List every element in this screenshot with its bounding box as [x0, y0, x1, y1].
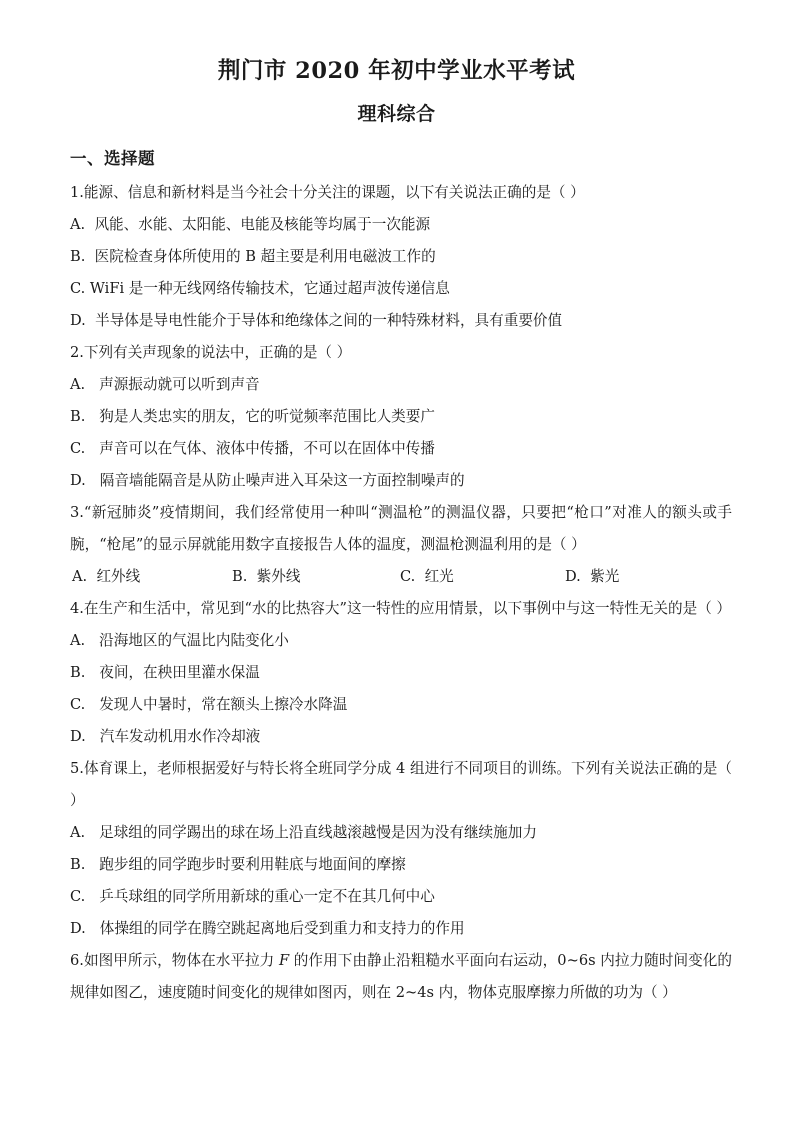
question-option: A. 风能、水能、太阳能、电能及核能等均属于一次能源 [70, 216, 431, 233]
question-option: C. WiFi 是一种无线网络传输技术，它通过超声波传递信息 [70, 280, 450, 297]
question-stem: 5.体育课上，老师根据爱好与特长将全班同学分成 4 组进行不同项目的训练。下列有关说法正确的是（ ） [70, 760, 732, 809]
question-option: A. 足球组的同学踢出的球在场上沿直线越滚越慢是因为没有继续施加力 [70, 824, 537, 841]
section-heading: 一、选择题 [70, 149, 155, 168]
question-option: D. 汽车发动机用水作冷却液 [70, 728, 261, 745]
question-option: A. 声源振动就可以听到声音 [70, 376, 260, 393]
question-option: D. 紫光 [565, 568, 620, 585]
question-block [70, 753, 732, 945]
question-block [70, 177, 732, 337]
question-option: B. 紫外线 [232, 568, 301, 585]
question-block [70, 337, 732, 497]
page-title: 荆门市 2020 年初中学业水平考试 [217, 58, 576, 84]
question-option: C. 红光 [400, 568, 454, 585]
question-block [70, 593, 732, 753]
question-option: B. 夜间，在秧田里灌水保温 [70, 664, 260, 681]
physics-variable-f: F [278, 952, 290, 969]
question-stem: 2.下列有关声现象的说法中，正确的是（ ） [70, 344, 352, 361]
question-option: D. 体操组的同学在腾空跳起离地后受到重力和支持力的作用 [70, 920, 465, 937]
question-option: D. 隔音墙能隔音是从防止噪声进入耳朵这一方面控制噪声的 [70, 472, 465, 489]
page-subtitle: 理科综合 [357, 103, 436, 125]
question-block [70, 945, 732, 1009]
question-stem [70, 945, 732, 1009]
question-stem: 1.能源、信息和新材料是当今社会十分关注的课题，以下有关说法正确的是（ ） [70, 184, 585, 201]
question-option: C. 发现人中暑时，常在额头上擦冷水降温 [70, 696, 348, 713]
question-option: A. 沿海地区的气温比内陆变化小 [70, 632, 289, 649]
question-stem: 3.“新冠肺炎”疫情期间，我们经常使用一种叫“测温枪”的测温仪器，只要把“枪口”对准人的额头或手腕，“枪尾”的显示屏就能用数字直接报告人体的温度，测温枪测温利用的是（ ） [70, 504, 732, 553]
question-option: C. 乒乓球组的同学所用新球的重心一定不在其几何中心 [70, 888, 435, 905]
question-block [70, 497, 732, 593]
question-option: B. 跑步组的同学跑步时要利用鞋底与地面间的摩擦 [70, 856, 406, 873]
question-option: C. 声音可以在气体、液体中传播，不可以在固体中传播 [70, 440, 435, 457]
question-option: D. 半导体是导电性能介于导体和绝缘体之间的一种特殊材料，具有重要价值 [70, 312, 563, 329]
question-stem-part: 的作用下由静止沿粗糙水平面向右运动，0~6s 内拉力随时间变化的规律如图乙，速度随时间变化的规律如图丙，则在 2~4s 内，物体克服摩擦力所做的功为（ ） [70, 952, 732, 1001]
question-option: B. 医院检查身体所使用的 B 超主要是利用电磁波工作的 [70, 248, 436, 265]
question-stem-part: 6.如图甲所示，物体在水平拉力 [70, 952, 279, 969]
question-option: A. 红外线 [72, 568, 141, 585]
question-option: B. 狗是人类忠实的朋友，它的听觉频率范围比人类要广 [70, 408, 435, 425]
exam-body [70, 144, 732, 1009]
question-option-row [70, 561, 732, 593]
question-stem: 4.在生产和生活中，常见到“水的比热容大”这一特性的应用情景，以下事例中与这一特性无关的是（ ） [70, 600, 732, 617]
